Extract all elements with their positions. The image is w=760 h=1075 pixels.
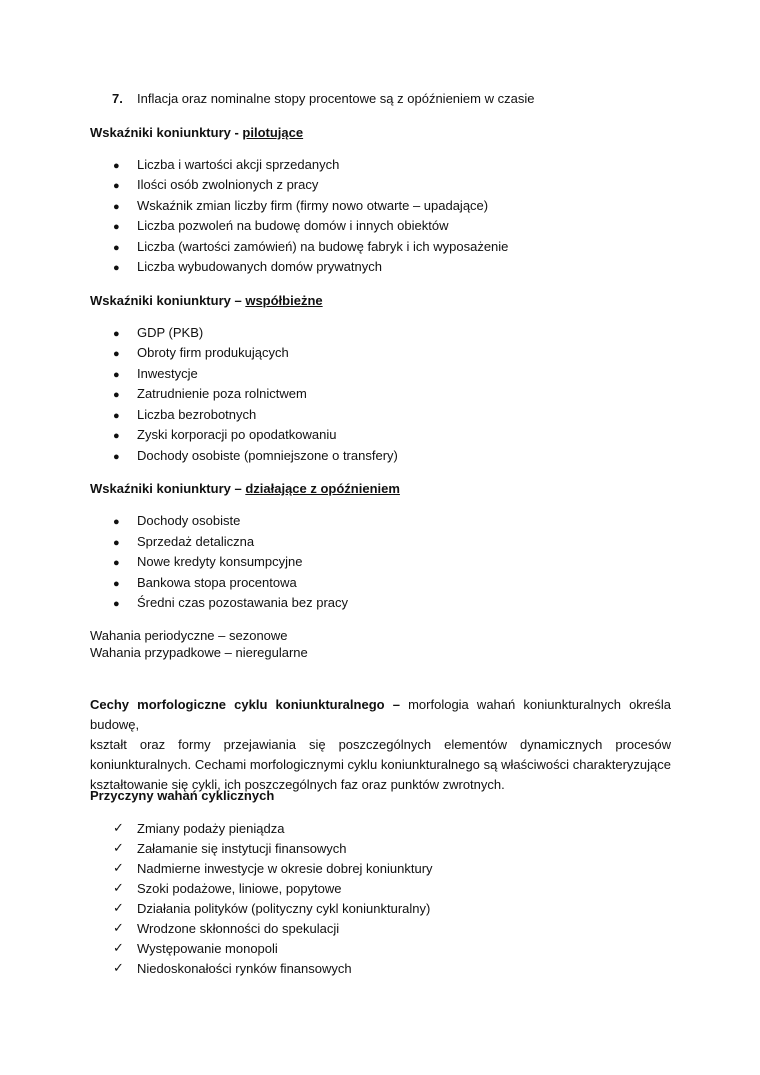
heading-underlined: współbieżne xyxy=(245,293,323,308)
list-item: Średni czas pozostawania bez pracy xyxy=(137,595,349,610)
bullet-icon: ● xyxy=(113,430,120,442)
list-item: Działania polityków (polityczny cykl koniunkturalny) xyxy=(137,901,431,916)
list-item: Liczba wybudowanych domów prywatnych xyxy=(137,259,382,274)
list-item: Bankowa stopa procentowa xyxy=(137,575,297,590)
list-item: Wskaźnik zmian liczby firm (firmy nowo otwarte – upadające) xyxy=(137,198,489,213)
fluctuations-random: Wahania przypadkowe – nieregularne xyxy=(90,645,308,660)
bullet-icon: ● xyxy=(113,557,120,569)
paragraph-line: kształtowanie się cykli, ich poszczególnych faz oraz punktów zwrotnych. xyxy=(90,777,505,792)
list-item: Zmiany podaży pieniądza xyxy=(137,821,285,836)
checkmark-icon: ✓ xyxy=(113,920,124,935)
bullet-icon: ● xyxy=(113,598,120,610)
bullet-icon: ● xyxy=(113,160,120,172)
list-item: Liczba bezrobotnych xyxy=(137,407,257,422)
list-item-text: Inflacja oraz nominalne stopy procentowe są z opóźnieniem w czasie xyxy=(137,91,535,106)
heading-underlined: pilotujące xyxy=(242,125,304,140)
list-item: Nowe kredyty konsumpcyjne xyxy=(137,554,303,569)
section-heading-lagging-indicators xyxy=(90,481,400,497)
bullet-icon: ● xyxy=(113,201,120,213)
bullet-icon: ● xyxy=(113,410,120,422)
list-item: Zyski korporacji po opodatkowaniu xyxy=(137,427,337,442)
paragraph-bold-term: Cechy morfologiczne cyklu koniunkturalnego – xyxy=(90,697,400,712)
bullet-icon: ● xyxy=(113,328,120,340)
checkmark-icon: ✓ xyxy=(113,820,124,835)
heading-prefix: Wskaźniki koniunktury – xyxy=(90,293,246,308)
list-item: Obroty firm produkujących xyxy=(137,345,289,360)
list-item: Nadmierne inwestycje w okresie dobrej koniunktury xyxy=(137,861,433,876)
heading-prefix: Wskaźniki koniunktury – xyxy=(90,481,246,496)
checkmark-icon: ✓ xyxy=(113,900,124,915)
paragraph-line xyxy=(90,695,671,735)
section-heading-causes: Przyczyny wahań cyklicznych xyxy=(90,788,275,803)
checkmark-icon: ✓ xyxy=(113,840,124,855)
list-item: Dochody osobiste xyxy=(137,513,241,528)
bullet-icon: ● xyxy=(113,578,120,590)
fluctuations-periodic: Wahania periodyczne – sezonowe xyxy=(90,628,288,643)
section-heading-coincident-indicators xyxy=(90,293,323,309)
list-item: Występowanie monopoli xyxy=(137,941,278,956)
bullet-icon: ● xyxy=(113,369,120,381)
bullet-icon: ● xyxy=(113,180,120,192)
list-item: Wrodzone skłonności do spekulacji xyxy=(137,921,340,936)
section-heading-leading-indicators xyxy=(90,125,303,141)
heading-underlined: działające z opóźnieniem xyxy=(245,481,400,496)
morphology-paragraph xyxy=(90,695,671,795)
paragraph-line: kształt oraz formy przejawiania się poszczególnych elementów dynamicznych procesów xyxy=(90,737,671,752)
paragraph-line: koniunkturalnych. Cechami morfologicznymi cyklu koniunkturalnego są właściwości charakteryzujące xyxy=(90,757,671,772)
list-item: Liczba pozwoleń na budowę domów i innych obiektów xyxy=(137,218,449,233)
bullet-icon: ● xyxy=(113,348,120,360)
list-item: Sprzedaż detaliczna xyxy=(137,534,255,549)
heading-prefix: Wskaźniki koniunktury - xyxy=(90,125,243,140)
bullet-icon: ● xyxy=(113,262,120,274)
list-item: Ilości osób zwolnionych z pracy xyxy=(137,177,319,192)
bullet-icon: ● xyxy=(113,516,120,528)
list-item: Inwestycje xyxy=(137,366,198,381)
checkmark-icon: ✓ xyxy=(113,960,124,975)
list-item: Liczba i wartości akcji sprzedanych xyxy=(137,157,340,172)
checkmark-icon: ✓ xyxy=(113,880,124,895)
list-number: 7. xyxy=(112,91,123,106)
checkmark-icon: ✓ xyxy=(113,940,124,955)
bullet-icon: ● xyxy=(113,451,120,463)
list-item: Niedoskonałości rynków finansowych xyxy=(137,961,352,976)
list-item: GDP (PKB) xyxy=(137,325,204,340)
checkmark-icon: ✓ xyxy=(113,860,124,875)
list-item: Dochody osobiste (pomniejszone o transfery) xyxy=(137,448,398,463)
list-item: Załamanie się instytucji finansowych xyxy=(137,841,347,856)
bullet-icon: ● xyxy=(113,221,120,233)
list-item: Szoki podażowe, liniowe, popytowe xyxy=(137,881,342,896)
list-item: Zatrudnienie poza rolnictwem xyxy=(137,386,307,401)
bullet-icon: ● xyxy=(113,389,120,401)
bullet-icon: ● xyxy=(113,242,120,254)
bullet-icon: ● xyxy=(113,537,120,549)
paragraph-text: morfologia wahań koniunkturalnych określa budowę, xyxy=(90,697,671,732)
list-item: Liczba (wartości zamówień) na budowę fabryk i ich wyposażenie xyxy=(137,239,509,254)
